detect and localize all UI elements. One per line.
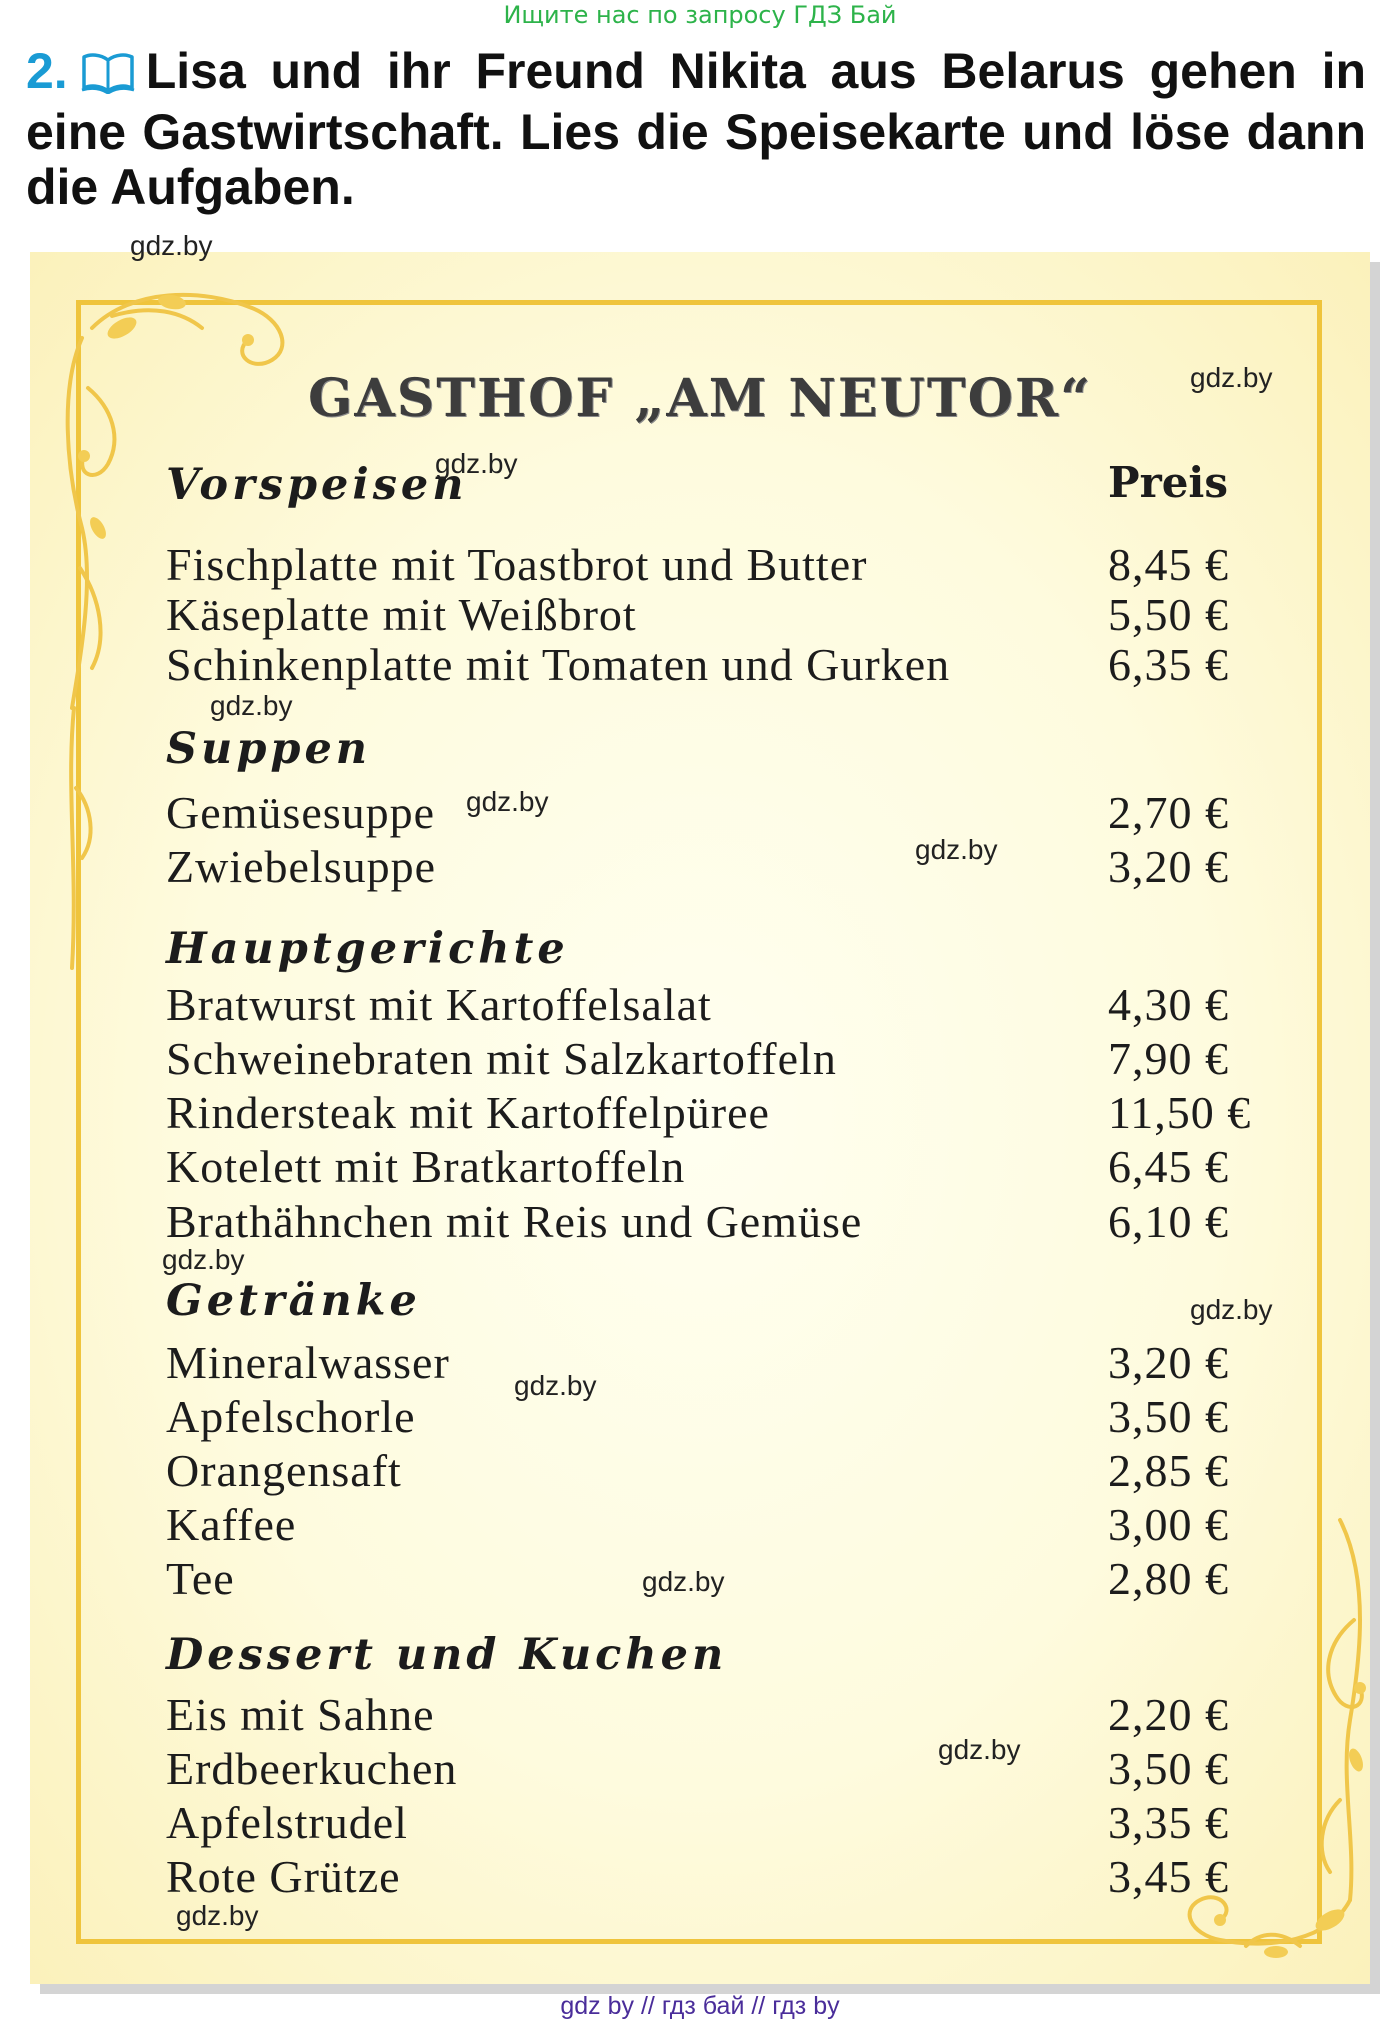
section-title-dessert: Dessert und Kuchen xyxy=(166,1630,728,1680)
watermark: gdz.by xyxy=(642,1566,725,1597)
watermark: gdz.by xyxy=(1190,1294,1273,1325)
watermark: gdz.by xyxy=(130,230,213,261)
menu-item-price: 2,70 € xyxy=(1108,787,1229,838)
task-heading xyxy=(26,44,1366,215)
menu-item: Fischplatte mit Toastbrot und Butter xyxy=(166,539,868,590)
watermark: gdz.by xyxy=(514,1370,597,1401)
watermark: gdz.by xyxy=(210,690,293,721)
menu-item: Mineralwasser xyxy=(166,1337,450,1388)
watermark: gdz.by xyxy=(938,1734,1021,1765)
watermark: gdz.by xyxy=(466,786,549,817)
watermark: gdz.by xyxy=(915,834,998,865)
menu-item: Zwiebelsuppe xyxy=(166,841,437,892)
menu-item-price: 3,00 € xyxy=(1108,1499,1229,1550)
section-title-getraenke: Getränke xyxy=(166,1276,421,1326)
menu-item-price: 3,20 € xyxy=(1108,1337,1229,1388)
menu-item: Schweinebraten mit Salzkartoffeln xyxy=(166,1033,837,1084)
menu-item-price: 2,20 € xyxy=(1108,1689,1229,1740)
menu-item-price: 2,80 € xyxy=(1108,1553,1229,1604)
menu-item-price: 6,45 € xyxy=(1108,1141,1229,1192)
price-header: Preis xyxy=(1108,458,1229,507)
menu-item: Eis mit Sahne xyxy=(166,1689,435,1740)
top-note: Ищите нас по запросу ГДЗ Бай xyxy=(503,1,897,29)
menu-item: Erdbeerkuchen xyxy=(166,1743,458,1794)
task-number: 2. xyxy=(26,43,68,99)
task-text: Lisa und ihr Freund Nikita aus Belarus gehen in eine Gastwirtschaft. Lies die Speisekarte und löse dann die Aufgaben. xyxy=(26,43,1366,215)
menu-item: Rote Grütze xyxy=(166,1851,401,1902)
menu-title: GASTHOF „AM NEUTOR“ xyxy=(307,368,1092,429)
menu-item: Gemüsesuppe xyxy=(166,787,436,838)
watermark: gdz.by xyxy=(1190,362,1273,393)
menu-item: Käseplatte mit Weißbrot xyxy=(166,589,637,640)
watermark: gdz.by xyxy=(176,1900,259,1931)
menu-item-price: 11,50 € xyxy=(1108,1087,1252,1138)
menu-item-price: 7,90 € xyxy=(1108,1033,1229,1084)
menu-item-price: 3,50 € xyxy=(1108,1743,1229,1794)
menu-item-price: 5,50 € xyxy=(1108,589,1229,640)
section-title-hauptgerichte: Hauptgerichte xyxy=(166,924,569,974)
menu-item: Brathähnchen mit Reis und Gemüse xyxy=(166,1196,863,1247)
menu-item-price: 4,30 € xyxy=(1108,979,1229,1030)
footer-links: gdz by // гдз бай // гдз by xyxy=(560,1992,840,2020)
menu-item-price: 8,45 € xyxy=(1108,539,1229,590)
menu-item: Apfelschorle xyxy=(166,1391,416,1442)
menu-item: Kotelett mit Bratkartoffeln xyxy=(166,1141,686,1192)
menu-item: Apfelstrudel xyxy=(166,1797,408,1848)
watermark: gdz.by xyxy=(162,1244,245,1275)
section-title-suppen: Suppen xyxy=(166,724,372,774)
watermark: gdz.by xyxy=(435,448,518,479)
menu-item-price: 6,35 € xyxy=(1108,639,1229,690)
menu-item-price: 3,20 € xyxy=(1108,841,1229,892)
menu-item-price: 6,10 € xyxy=(1108,1196,1229,1247)
menu-item: Tee xyxy=(166,1553,235,1604)
menu-item-price: 2,85 € xyxy=(1108,1445,1229,1496)
menu-item: Rindersteak mit Kartoffelpüree xyxy=(166,1087,770,1138)
menu-item-price: 3,35 € xyxy=(1108,1797,1229,1848)
menu-item: Orangensaft xyxy=(166,1445,402,1496)
menu-item: Schinkenplatte mit Tomaten und Gurken xyxy=(166,639,951,690)
menu-item: Kaffee xyxy=(166,1499,297,1550)
book-icon xyxy=(80,50,136,105)
menu-item: Bratwurst mit Kartoffelsalat xyxy=(166,979,712,1030)
menu-item-price: 3,45 € xyxy=(1108,1851,1229,1902)
section-title-vorspeisen: Vorspeisen xyxy=(166,460,468,510)
menu-item-price: 3,50 € xyxy=(1108,1391,1229,1442)
